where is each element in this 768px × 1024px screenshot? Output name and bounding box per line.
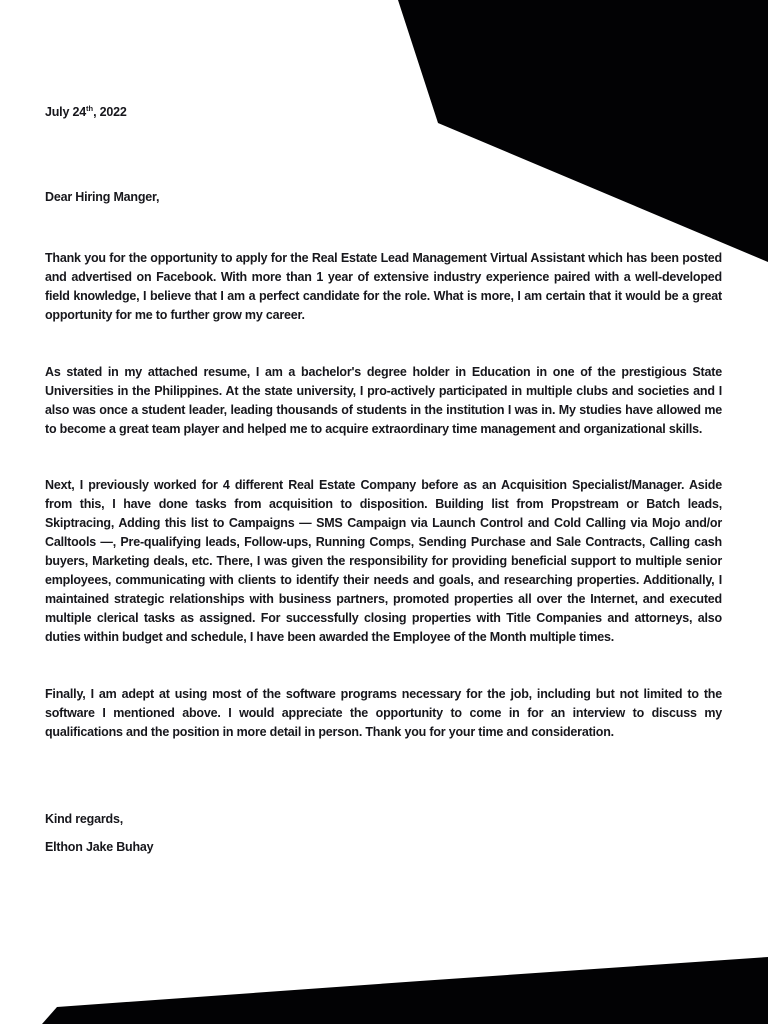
date-day-month: July 24 [45, 105, 86, 119]
date-ordinal-suffix: th [86, 103, 94, 113]
decorative-corner-shape-top-right [398, 0, 768, 262]
body-paragraph-experience: Next, I previously worked for 4 different Real Estate Company before as an Acquisition Specialist/Manager. Aside from this, I have done tasks from acquisition to disposition. Building list from Propstream or Batch leads, Skiptracing, Adding this list to Campaigns — SMS Campaign via Launch Control and Cold Calling via Mojo and/or Calltools —, Pre-qualifying leads, Follow-ups, Running Comps, Sending Purchase and Sale Contracts, Calling cash buyers, Marketing deals, etc. There, I was given the responsibility for providing beneficial support to multiple senior employees, communicating with clients to identify their needs and goals, and researching properties. Additionally, I maintained strategic relationships with business partners, promoted properties all over the Internet, and executed multiple clerical tasks as assigned. For successfully closing properties with Title Companies and attorneys, also duties within budget and schedule, I have been awarded the Employee of the Month multiple times. [45, 478, 722, 644]
body-paragraph-intro: Thank you for the opportunity to apply for the Real Estate Lead Management Virtual Assistant which has been posted and advertised on Facebook. With more than 1 year of extensive industry experience paired with a well-developed field knowledge, I believe that I am a perfect candidate for the role. What is more, I am certain that it would be a great opportunity for me to further grow my career. [45, 251, 722, 322]
salutation-line: Dear Hiring Manger, [45, 190, 160, 204]
signature-name: Elthon Jake Buhay [45, 840, 154, 854]
date-year: , 2022 [93, 105, 127, 119]
date-line [45, 103, 722, 122]
closing-line: Kind regards, [45, 812, 123, 826]
body-paragraph-closing: Finally, I am adept at using most of the software programs necessary for the job, including but not limited to the software I mentioned above. I would appreciate the opportunity to come in for an interview to discuss my qualifications and the position in more detail in person. Thank you for your time and consideration. [45, 687, 722, 739]
body-paragraph-education: As stated in my attached resume, I am a bachelor's degree holder in Education in one of the prestigious State Universities in the Philippines. At the state university, I pro-actively participated in multiple clubs and societies and I also was once a student leader, leading thousands of students in the institution I was in. My studies have allowed me to become a great team player and helped me to acquire extraordinary time management and organizational skills. [45, 365, 722, 436]
decorative-band-shape-bottom [42, 957, 768, 1024]
